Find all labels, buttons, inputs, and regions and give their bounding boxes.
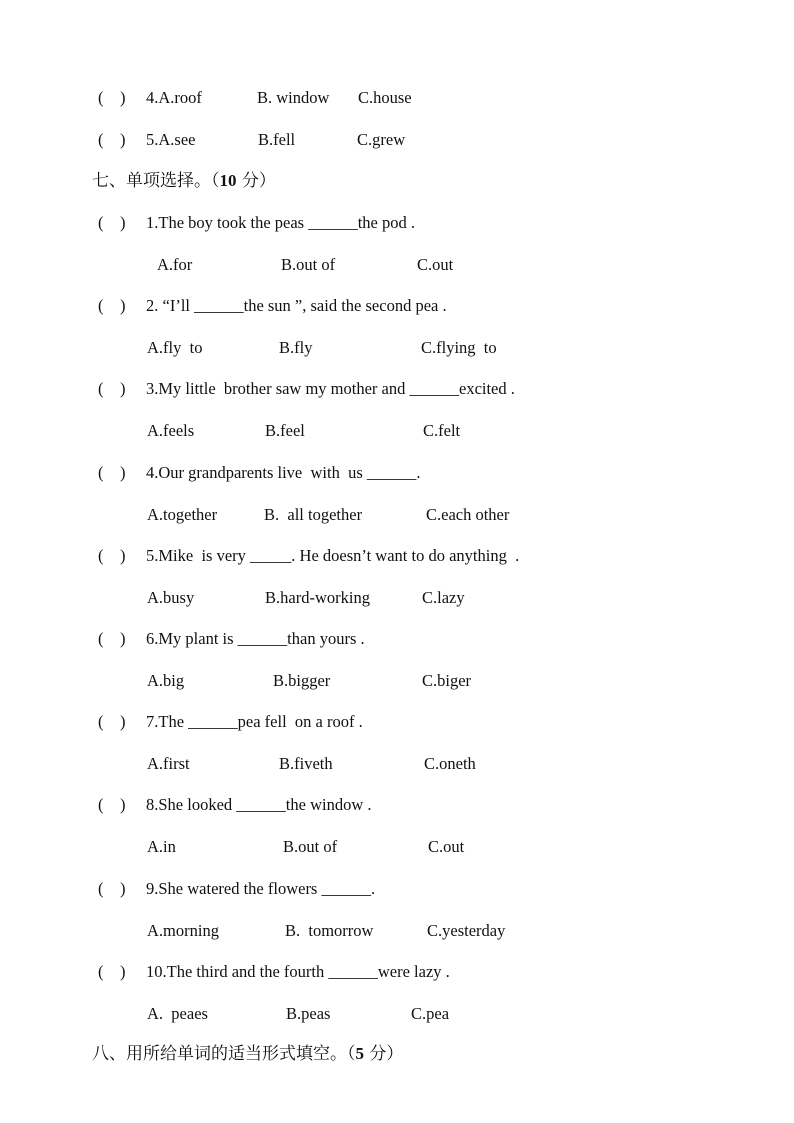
option-c: C.pea <box>411 1004 450 1023</box>
answer-paren[interactable]: ( ) <box>98 962 126 981</box>
option-a: A.feels <box>147 421 195 440</box>
question-stem: 7.The ______pea fell on a roof . <box>146 712 363 731</box>
option-c: C.out <box>428 837 465 856</box>
answer-paren[interactable]: ( ) <box>98 130 126 149</box>
option-a: 5.A.see <box>146 130 196 149</box>
answer-paren[interactable]: ( ) <box>98 463 126 482</box>
option-c: C.flying to <box>421 338 497 357</box>
question-stem: 1.The boy took the peas ______the pod . <box>146 213 415 232</box>
question-stem: 2. “I’ll ______the sun ”, said the second pea . <box>146 296 447 315</box>
option-c: C.each other <box>426 505 510 524</box>
option-c: C.grew <box>357 130 406 149</box>
section-title-pre: 七、单项选择。（ <box>92 171 220 191</box>
question-stem: 5.Mike is very _____. He doesn’t want to do anything . <box>146 546 520 565</box>
answer-paren[interactable]: ( ) <box>98 379 126 398</box>
question-stem: 9.She watered the flowers ______. <box>146 879 376 898</box>
option-c: C.biger <box>422 671 472 690</box>
question-stem: 8.She looked ______the window . <box>146 795 372 814</box>
answer-paren[interactable]: ( ) <box>98 879 126 898</box>
answer-paren[interactable]: ( ) <box>98 712 126 731</box>
option-c: C.lazy <box>422 588 465 607</box>
option-b: B.peas <box>286 1004 331 1023</box>
option-a: A.fly to <box>147 338 203 357</box>
option-c: C.felt <box>423 421 461 440</box>
answer-paren[interactable]: ( ) <box>98 88 126 107</box>
option-a: A. peaes <box>147 1004 208 1023</box>
option-c: C.out <box>417 255 454 274</box>
option-b: B.fiveth <box>279 754 333 773</box>
answer-paren[interactable]: ( ) <box>98 296 126 315</box>
answer-paren[interactable]: ( ) <box>98 546 126 565</box>
option-b: B. all together <box>264 505 363 524</box>
answer-paren[interactable]: ( ) <box>98 795 126 814</box>
option-b: B.feel <box>265 421 305 440</box>
question-stem: 3.My little brother saw my mother and ______excited . <box>146 379 515 398</box>
section-points: 5 <box>355 1044 364 1063</box>
answer-paren[interactable]: ( ) <box>98 629 126 648</box>
option-a: A.busy <box>147 588 195 607</box>
question-stem: 4.Our grandparents live with us ______. <box>146 463 421 482</box>
option-a: A.first <box>147 754 190 773</box>
option-a: A.big <box>147 671 185 690</box>
option-c: C.oneth <box>424 754 476 773</box>
answer-paren[interactable]: ( ) <box>98 213 126 232</box>
option-a: A.together <box>147 505 218 524</box>
option-b: B.bigger <box>273 671 331 690</box>
option-b: B.fell <box>258 130 296 149</box>
option-b: B. tomorrow <box>285 921 374 940</box>
section-8-heading <box>92 1043 403 1065</box>
option-c: C.yesterday <box>427 921 506 940</box>
option-b: B. window <box>257 88 330 107</box>
question-stem: 10.The third and the fourth ______were lazy . <box>146 962 450 981</box>
question-stem: 6.My plant is ______than yours . <box>146 629 365 648</box>
option-a: 4.A.roof <box>146 88 202 107</box>
section-title-post: 分） <box>364 1044 404 1064</box>
option-b: B.out of <box>281 255 336 274</box>
option-a: A.in <box>147 837 176 856</box>
option-a: A.for <box>157 255 193 274</box>
option-b: B.hard-working <box>265 588 370 607</box>
option-b: B.fly <box>279 338 313 357</box>
section-points: 10 <box>219 171 237 190</box>
option-b: B.out of <box>283 837 338 856</box>
section-title-pre: 八、用所给单词的适当形式填空。（ <box>92 1044 356 1064</box>
option-a: A.morning <box>147 921 219 940</box>
section-7-heading <box>92 170 276 192</box>
section-title-post: 分） <box>236 171 276 191</box>
option-c: C.house <box>358 88 412 107</box>
